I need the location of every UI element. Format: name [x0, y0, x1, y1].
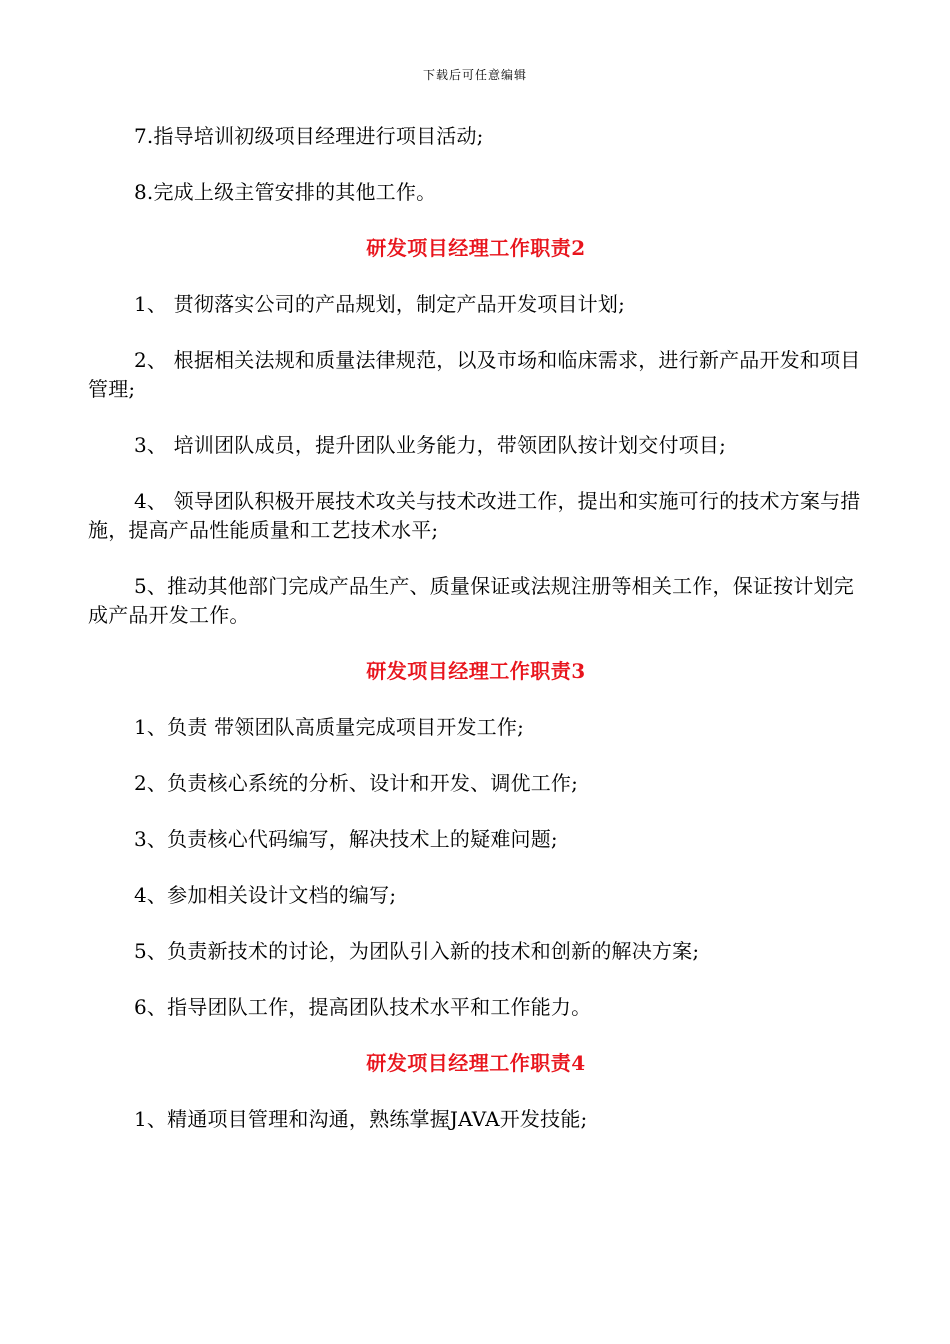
paragraph-item: 4、 领导团队积极开展技术攻关与技术改进工作，提出和实施可行的技术方案与措施，提高产品性能质量和工艺技术水平;	[88, 489, 861, 542]
paragraph-item: 3、 培训团队成员，提升团队业务能力，带领团队按计划交付项目;	[134, 433, 727, 457]
paragraph-item: 5、推动其他部门完成产品生产、质量保证或法规注册等相关工作，保证按计划完成产品开发工作。	[88, 574, 854, 627]
page-header: 下载后可任意编辑	[422, 68, 527, 82]
paragraph-item: 6、指导团队工作，提高团队技术水平和工作能力。	[134, 995, 592, 1019]
paragraph-item: 2、负责核心系统的分析、设计和开发、调优工作;	[134, 771, 579, 795]
paragraph-item: 1、负责 带领团队高质量完成项目开发工作;	[134, 715, 525, 739]
paragraph-item-7: 7.指导培训初级项目经理进行项目活动;	[134, 124, 484, 148]
paragraph-item: 1、 贯彻落实公司的产品规划，制定产品开发项目计划;	[134, 292, 626, 316]
paragraph-item-8: 8.完成上级主管安排的其他工作。	[134, 180, 437, 204]
paragraph-item: 1、精通项目管理和沟通，熟练掌握JAVA开发技能;	[134, 1107, 588, 1131]
section-heading-2: 研发项目经理工作职责2	[366, 236, 586, 260]
document-body	[88, 122, 864, 1161]
paragraph-item: 5、负责新技术的讨论，为团队引入新的技术和创新的解决方案;	[134, 939, 700, 963]
paragraph-item: 3、负责核心代码编写，解决技术上的疑难问题;	[134, 827, 558, 851]
section-heading-3: 研发项目经理工作职责3	[366, 659, 586, 683]
paragraph-item: 2、 根据相关法规和质量法律规范，以及市场和临床需求，进行新产品开发和项目管理;	[88, 348, 861, 401]
section-heading-4: 研发项目经理工作职责4	[366, 1051, 586, 1075]
paragraph-item: 4、参加相关设计文档的编写;	[134, 883, 397, 907]
